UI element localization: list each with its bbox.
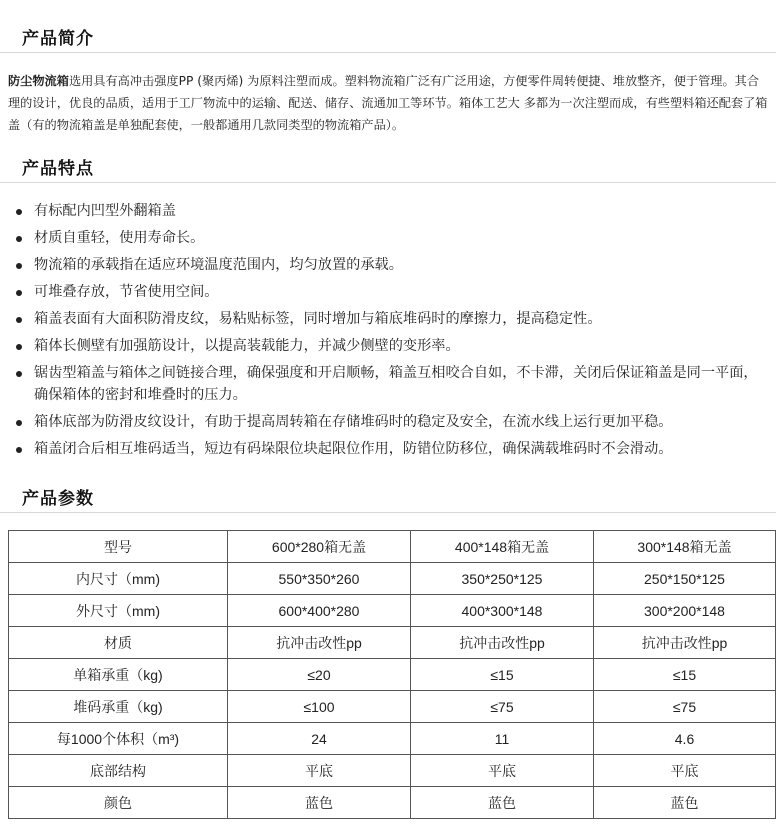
table-cell-label: 材质	[9, 627, 228, 659]
table-cell: ≤15	[594, 659, 776, 691]
feature-item	[0, 227, 776, 249]
feature-text: 物流箱的承载指在适应环境温度范围内，均匀放置的承载。	[34, 257, 403, 273]
table-row	[9, 627, 776, 659]
feature-text: 材质自重轻，使用寿命长。	[34, 230, 205, 246]
table-cell: 600*400*280	[228, 595, 411, 627]
table-cell: 300*148箱无盖	[594, 531, 776, 563]
table-row	[9, 755, 776, 787]
bullet-icon	[16, 236, 22, 242]
feature-item	[0, 438, 776, 460]
bullet-icon	[16, 344, 22, 350]
bullet-icon	[16, 317, 22, 323]
bullet-icon	[16, 263, 22, 269]
table-cell-label: 颜色	[9, 787, 228, 819]
params-section-header	[0, 482, 776, 513]
table-cell: ≤75	[594, 691, 776, 723]
table-cell: 平底	[594, 755, 776, 787]
table-cell: 24	[228, 723, 411, 755]
table-cell: 蓝色	[228, 787, 411, 819]
feature-text: 箱体长侧壁有加强筋设计，以提高装载能力，并减少侧壁的变形率。	[34, 338, 460, 354]
table-row	[9, 531, 776, 563]
table-cell: 蓝色	[594, 787, 776, 819]
table-cell-label: 外尺寸（mm)	[9, 595, 228, 627]
feature-text: 箱体底部为防滑皮纹设计，有助于提高周转箱在存储堆码时的稳定及安全，在流水线上运行更加平稳。	[34, 414, 673, 430]
table-cell: 平底	[411, 755, 594, 787]
bullet-icon	[16, 371, 22, 377]
feature-text: 箱盖表面有大面积防滑皮纹，易粘贴标签，同时增加与箱底堆码时的摩擦力，提高稳定性。	[34, 311, 602, 327]
table-cell: 250*150*125	[594, 563, 776, 595]
table-cell: 600*280箱无盖	[228, 531, 411, 563]
bullet-icon	[16, 290, 22, 296]
table-cell-label: 每1000个体积（m³)	[9, 723, 228, 755]
feature-text: 锯齿型箱盖与箱体之间链接合理，确保强度和开启顺畅，箱盖互相咬合自如，不卡滞，关闭后保证箱盖是同一平面，确保箱体的密封和堆叠时的压力。	[34, 365, 758, 403]
feature-text: 有标配内凹型外翻箱盖	[34, 203, 176, 219]
table-cell: 550*350*260	[228, 563, 411, 595]
feature-item	[0, 362, 776, 406]
table-cell: 4.6	[594, 723, 776, 755]
table-row	[9, 723, 776, 755]
feature-item	[0, 281, 776, 303]
table-cell-label: 底部结构	[9, 755, 228, 787]
table-cell: ≤75	[411, 691, 594, 723]
table-cell: 11	[411, 723, 594, 755]
table-cell: ≤15	[411, 659, 594, 691]
table-cell: 平底	[228, 755, 411, 787]
bullet-icon	[16, 209, 22, 215]
table-cell: 300*200*148	[594, 595, 776, 627]
table-cell: 400*300*148	[411, 595, 594, 627]
table-row	[9, 787, 776, 819]
feature-text: 箱盖闭合后相互堆码适当，短边有码垛限位块起限位作用，防错位防移位，确保满载堆码时不会滑动。	[34, 441, 673, 457]
table-cell-label: 堆码承重（kg)	[9, 691, 228, 723]
table-cell: 抗冲击改性pp	[228, 627, 411, 659]
intro-paragraph	[8, 70, 768, 136]
table-row	[9, 659, 776, 691]
table-cell: ≤20	[228, 659, 411, 691]
table-cell: 抗冲击改性pp	[411, 627, 594, 659]
table-cell: 抗冲击改性pp	[594, 627, 776, 659]
features-list	[0, 200, 776, 465]
table-row	[9, 595, 776, 627]
feature-text: 可堆叠存放，节省使用空间。	[34, 284, 219, 300]
table-cell-label: 单箱承重（kg)	[9, 659, 228, 691]
bullet-icon	[16, 447, 22, 453]
params-table	[8, 530, 776, 819]
table-cell: 350*250*125	[411, 563, 594, 595]
features-section-header	[0, 152, 776, 183]
feature-item	[0, 335, 776, 357]
intro-section-title: 产品简介	[22, 29, 94, 49]
feature-item	[0, 411, 776, 433]
table-cell: 蓝色	[411, 787, 594, 819]
table-cell-label: 型号	[9, 531, 228, 563]
table-cell: 400*148箱无盖	[411, 531, 594, 563]
table-row	[9, 691, 776, 723]
params-section-title: 产品参数	[22, 489, 94, 509]
feature-item	[0, 308, 776, 330]
intro-text: 选用具有高冲击强度PP (聚丙烯) 为原料注塑而成。塑料物流箱广泛有广泛用途，方便零件周转便捷、堆放整齐，便于管理。其合理的设计，优良的品质，适用于工厂物流中的运输、配送、储存、流通加工等环节。箱体工艺大 多都为一次注塑而成，有些塑料箱还配套了箱盖（有的物流箱盖是单独配套使，一般都通用几款同类型的物流箱产品）。	[8, 74, 768, 132]
bullet-icon	[16, 420, 22, 426]
table-cell-label: 内尺寸（mm)	[9, 563, 228, 595]
features-section-title: 产品特点	[22, 159, 94, 179]
table-row	[9, 563, 776, 595]
feature-item	[0, 254, 776, 276]
intro-section-header	[0, 22, 776, 53]
intro-bold-lead: 防尘物流箱	[8, 74, 69, 88]
feature-item	[0, 200, 776, 222]
table-cell: ≤100	[228, 691, 411, 723]
